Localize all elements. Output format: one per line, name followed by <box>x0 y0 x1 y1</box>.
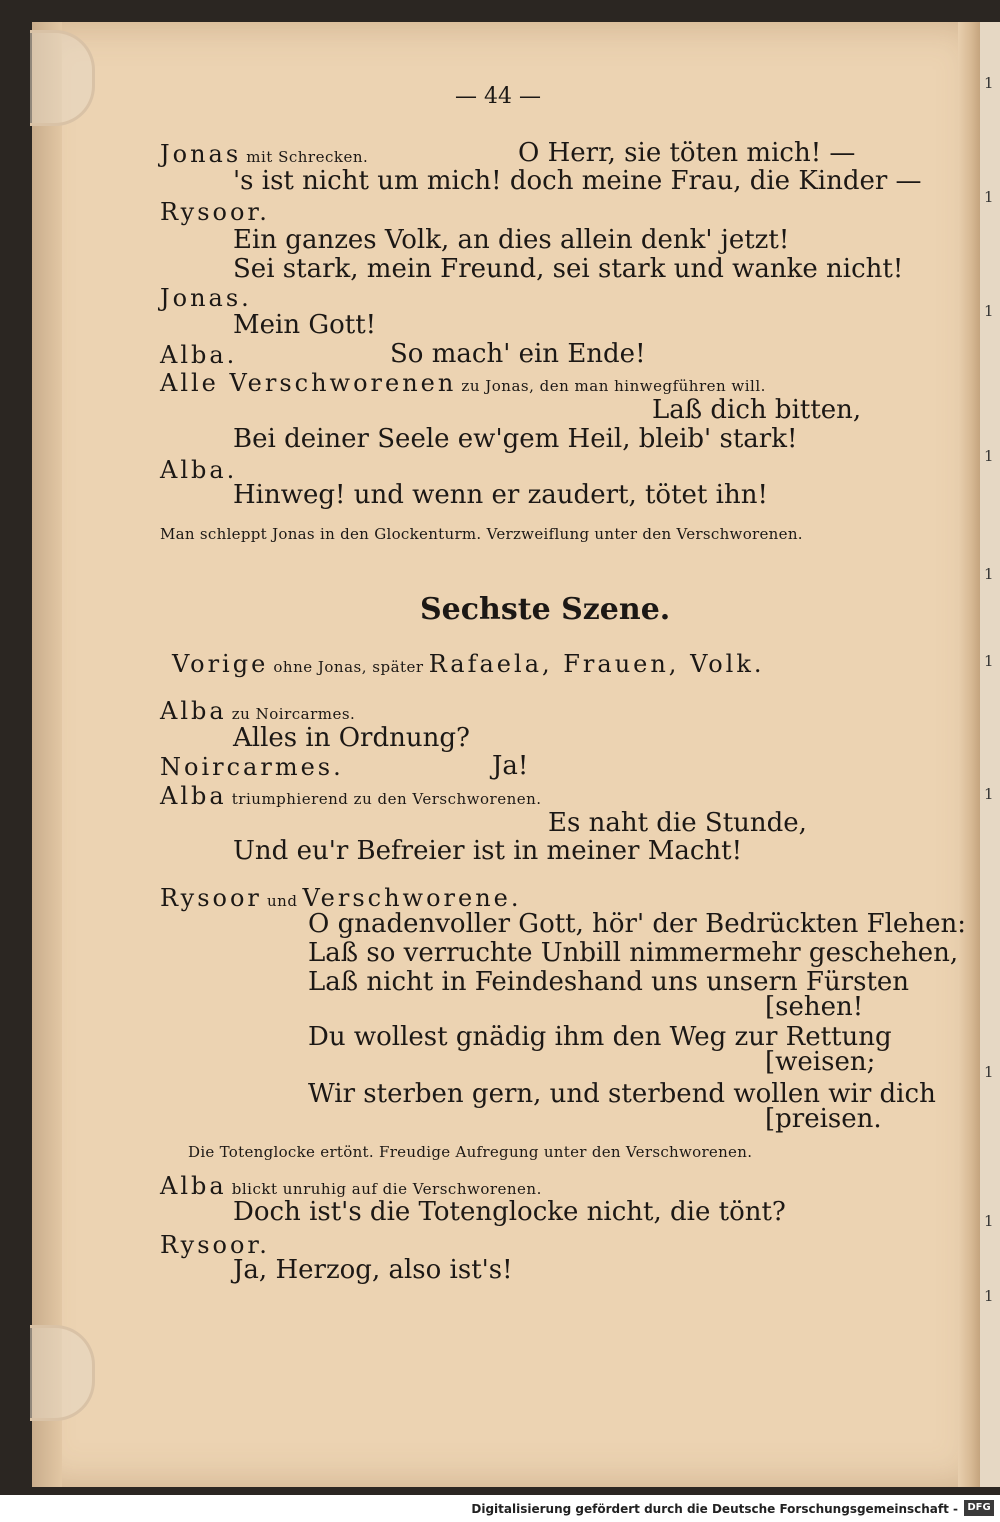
speech-line <box>160 782 542 810</box>
verse-line: Laß nicht in Feindeshand uns unsern Fürsten <box>308 967 910 997</box>
stage-direction: triumphierend zu den Verschworenen. <box>231 790 542 808</box>
speaker-name: Rysoor. <box>160 1231 270 1259</box>
speaker-name: Alba <box>160 697 227 725</box>
speaker-name: Alba. <box>160 341 238 369</box>
stage-direction: blickt unruhig auf die Verschworenen. <box>231 1180 542 1198</box>
scene-title: Sechste Szene. <box>420 592 671 627</box>
cast-prefix: Vorige <box>172 650 269 678</box>
verse-line: O Herr, sie töten mich! — <box>518 138 856 168</box>
verse-line: Sei stark, mein Freund, sei stark und wanke nicht! <box>233 254 904 284</box>
next-page-glyph: 1 <box>984 785 994 803</box>
speech-line <box>160 1172 542 1200</box>
verse-line: Doch ist's die Totenglocke nicht, die tönt? <box>233 1197 786 1227</box>
verse-line: Laß dich bitten, <box>652 395 862 425</box>
verse-line: Ja, Herzog, also ist's! <box>233 1255 513 1285</box>
verse-line: Mein Gott! <box>233 310 377 340</box>
verse-line: Ein ganzes Volk, an dies allein denk' jetzt! <box>233 225 790 255</box>
stage-direction: zu Jonas, den man hinwegführen will. <box>461 377 766 395</box>
speaker-name: Jonas. <box>160 284 252 312</box>
verse-line: Wir sterben gern, und sterbend wollen wir dich <box>308 1079 936 1109</box>
verse-line: Hinweg! und wenn er zaudert, tötet ihn! <box>233 480 768 510</box>
speaker-name: Alba. <box>160 456 238 484</box>
verse-line: [sehen! <box>765 992 864 1022</box>
speech-line <box>160 697 355 725</box>
cast-note: ohne Jonas, später <box>273 658 424 676</box>
verse-line: [preisen. <box>765 1104 882 1134</box>
verse-line: Ja! <box>492 751 529 781</box>
stage-direction: zu Noircarmes. <box>231 705 356 723</box>
verse-line: 's ist nicht um mich! doch meine Frau, die Kinder — <box>233 166 922 196</box>
verse-line: Bei deiner Seele ew'gem Heil, bleib' stark! <box>233 424 798 454</box>
next-page-glyph: 1 <box>984 447 994 465</box>
next-page-glyph: 1 <box>984 302 994 320</box>
next-page-glyph: 1 <box>984 565 994 583</box>
speaker-name: Noircarmes. <box>160 753 344 781</box>
verse-line: [weisen; <box>765 1047 876 1077</box>
next-page-glyph: 1 <box>984 74 994 92</box>
verse-line: Und eu'r Befreier ist in meiner Macht! <box>233 836 743 866</box>
speech-line <box>160 369 766 397</box>
next-page-glyph: 1 <box>984 652 994 670</box>
speaker-name: Jonas <box>160 140 242 168</box>
funding-notice: Digitalisierung gefördert durch die Deutsche Forschungsgemeinschaft - <box>471 1502 958 1516</box>
cast-list <box>172 650 765 678</box>
verse-line: Laß so verruchte Unbill nimmermehr geschehen, <box>308 938 959 968</box>
verse-line: Es naht die Stunde, <box>548 808 807 838</box>
next-page-strip <box>980 22 1000 1487</box>
dfg-logo: DFG <box>964 1500 994 1516</box>
next-page-glyph: 1 <box>984 188 994 206</box>
page-clip-top <box>30 30 95 126</box>
footer-bar <box>0 1497 1000 1522</box>
next-page-glyph: 1 <box>984 1063 994 1081</box>
page-edge <box>958 22 980 1487</box>
speaker-name: Rysoor <box>160 884 262 912</box>
stage-direction: Die Totenglocke ertönt. Freudige Aufregung unter den Verschworenen. <box>188 1143 753 1161</box>
page-gutter <box>32 22 62 1487</box>
page-clip-bottom <box>30 1325 95 1421</box>
speaker-name: Alba <box>160 1172 227 1200</box>
stage-direction: und <box>267 892 298 910</box>
verse-line: O gnadenvoller Gott, hör' der Bedrückten Flehen: <box>308 909 966 939</box>
cast-names: Rafaela, Frauen, Volk. <box>428 650 765 678</box>
next-page-glyph: 1 <box>984 1287 994 1305</box>
page-number: — 44 — <box>455 84 541 109</box>
verse-line: Du wollest gnädig ihm den Weg zur Rettung <box>308 1022 892 1052</box>
speaker-name: Rysoor. <box>160 198 270 226</box>
stage-direction: mit Schrecken. <box>246 148 369 166</box>
next-page-glyph: 1 <box>984 1212 994 1230</box>
speech-line <box>160 140 368 168</box>
speaker-name: Verschworene. <box>302 884 522 912</box>
speech-line <box>160 884 522 912</box>
speaker-name: Alba <box>160 782 227 810</box>
stage-direction: Man schleppt Jonas in den Glockenturm. Verzweiflung unter den Verschworenen. <box>160 525 803 543</box>
verse-line: Alles in Ordnung? <box>233 723 470 753</box>
verse-line: So mach' ein Ende! <box>390 339 646 369</box>
speaker-name: Alle Verschworenen <box>160 369 457 397</box>
